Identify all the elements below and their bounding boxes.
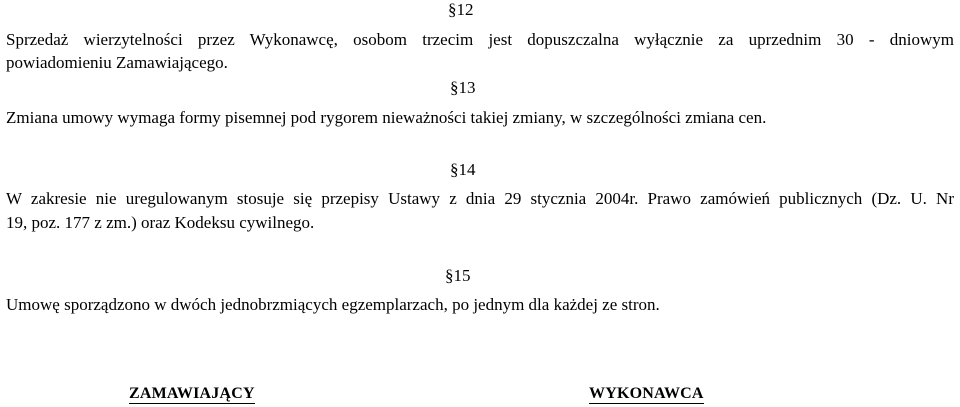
section-12-text-line-2: powiadomieniu Zamawiającego.: [6, 53, 228, 72]
section-14-text-line-2: 19, poz. 177 z zm.) oraz Kodeksu cywilnego.: [6, 213, 315, 232]
section-15-heading: §15: [445, 266, 471, 285]
signature-underline-right: [589, 403, 704, 404]
section-13-text: Zmiana umowy wymaga formy pisemnej pod rygorem nieważności takiej zmiany, w szczególności zmiana cen.: [6, 108, 767, 127]
signature-block-contractor: [589, 384, 704, 404]
section-14-text-line-1: W zakresie nie uregulowanym stosuje się przepisy Ustawy z dnia 29 stycznia 2004r. Prawo zamówień publicznych (Dz. U. Nr: [6, 189, 954, 208]
signature-label-zamawiajacy: ZAMAWIAJĄCY: [129, 385, 255, 402]
signature-label-wykonawca: WYKONAWCA: [589, 385, 704, 402]
signature-underline-left: [129, 403, 255, 404]
section-12-text-line-1: Sprzedaż wierzytelności przez Wykonawcę, osobom trzecim jest dopuszczalna wyłącznie za uprzednim 30 - dniowym: [6, 30, 954, 49]
section-15-text: Umowę sporządzono w dwóch jednobrzmiących egzemplarzach, po jednym dla każdej ze stron.: [6, 295, 660, 314]
section-13-heading: §13: [450, 78, 476, 97]
signature-block-contracting-party: [129, 384, 255, 404]
section-14-heading: §14: [450, 160, 476, 179]
section-12-heading: §12: [448, 0, 474, 19]
